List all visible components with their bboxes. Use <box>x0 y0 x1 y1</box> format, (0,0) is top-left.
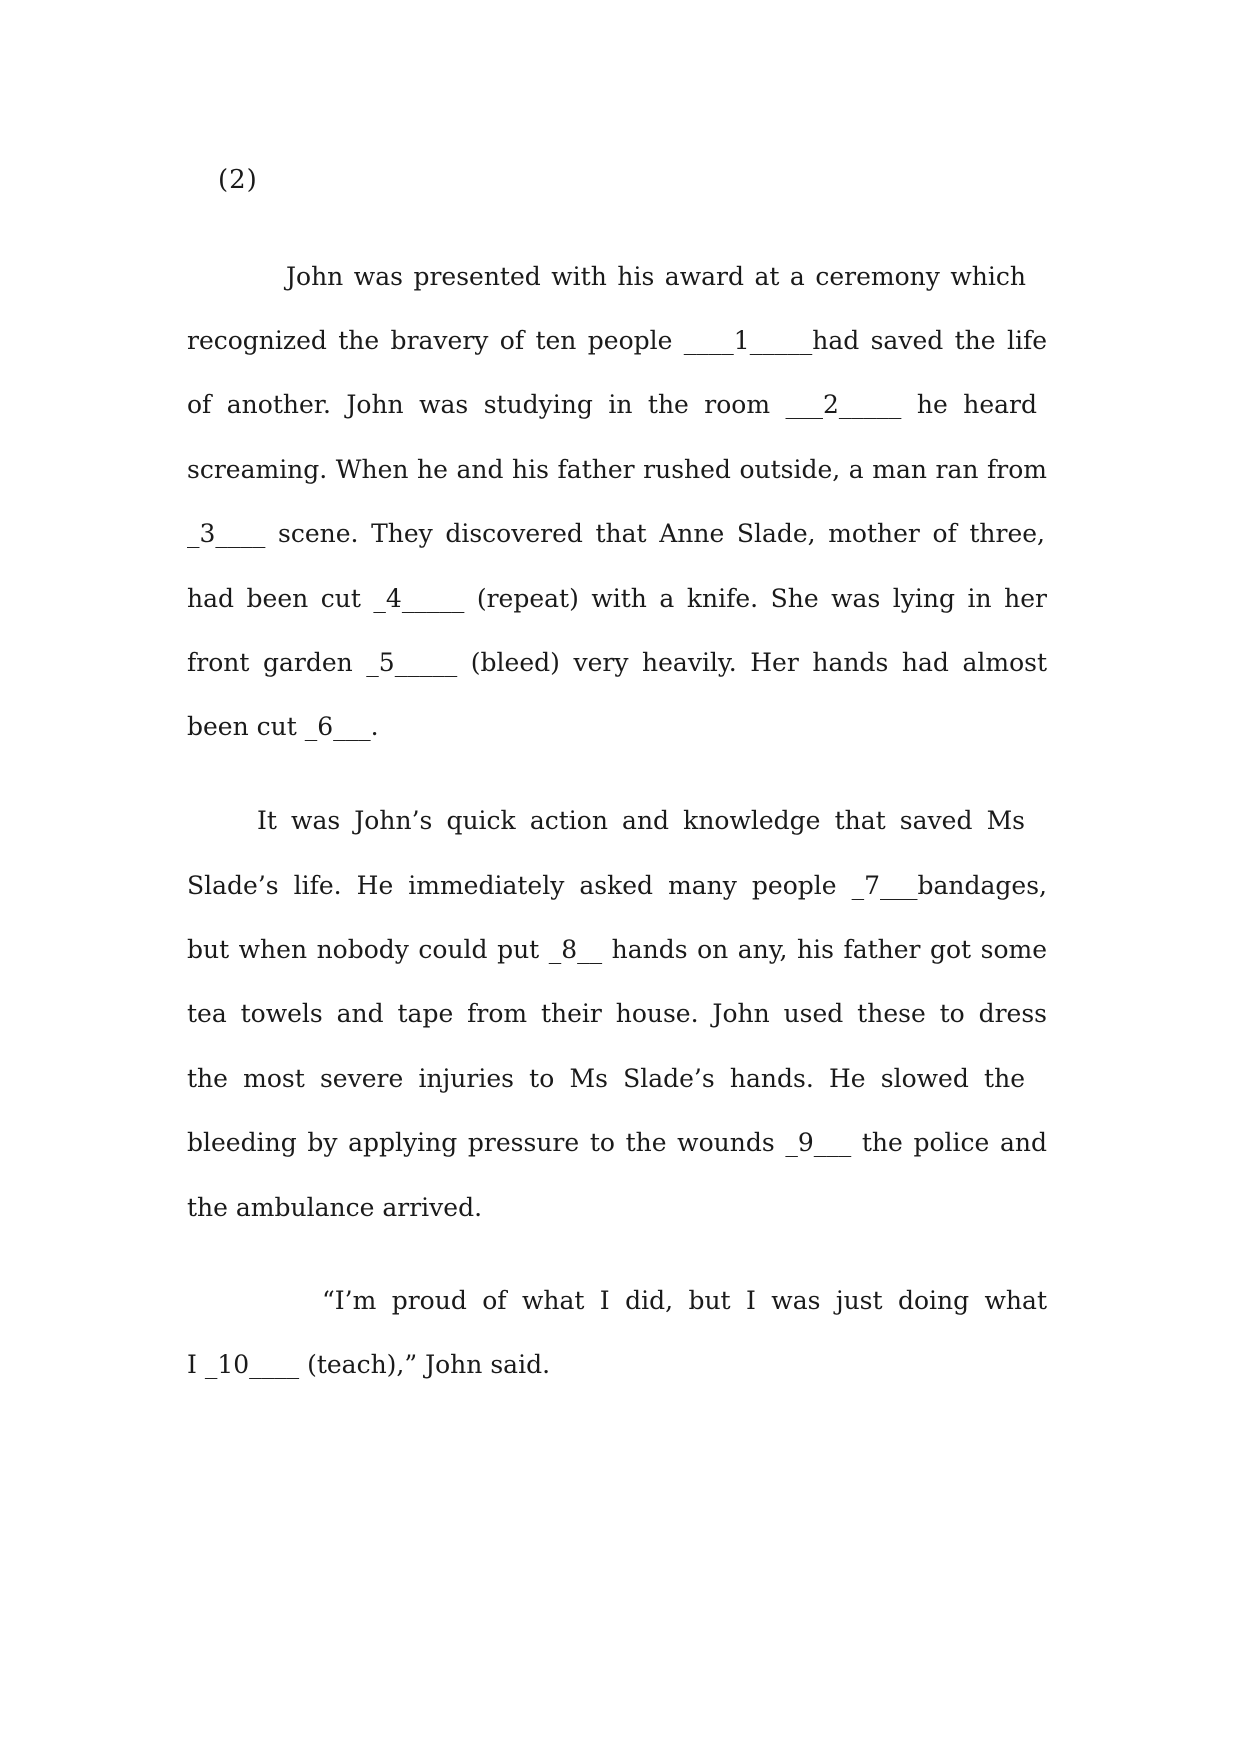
paragraph-1-line-2: recognized the bravery of ten people ____1_____had saved the life <box>187 326 1047 355</box>
paragraph-1-line-5: _3____ scene. They discovered that Anne Slade, mother of three, <box>187 519 1045 548</box>
paragraph-2-line-1: It was John’s quick action and knowledge that saved Ms <box>257 806 1025 835</box>
paragraph-3-line-2: I _10____ (teach),” John said. <box>187 1350 551 1379</box>
paragraph-1-line-3: of another. John was studying in the room ___2_____ he heard <box>187 390 1037 419</box>
section-number: (2) <box>218 165 258 195</box>
paragraph-2-line-3: but when nobody could put _8__ hands on any, his father got some <box>187 935 1047 964</box>
paragraph-1-line-6: had been cut _4_____ (repeat) with a knife. She was lying in her <box>187 584 1047 613</box>
paragraph-1-line-1: John was presented with his award at a ceremony which <box>286 262 1026 291</box>
paragraph-1-line-8: been cut _6___. <box>187 712 379 741</box>
paragraph-2-line-6: bleeding by applying pressure to the wounds _9___ the police and <box>187 1128 1047 1157</box>
paragraph-2-line-2: Slade’s life. He immediately asked many people _7___bandages, <box>187 871 1047 900</box>
paragraph-2-line-5: the most severe injuries to Ms Slade’s hands. He slowed the <box>187 1064 1025 1093</box>
paragraph-3-line-1: “I’m proud of what I did, but I was just doing what <box>322 1286 1047 1315</box>
paragraph-1-line-4: screaming. When he and his father rushed outside, a man ran from <box>187 455 1047 484</box>
paragraph-2-line-4: tea towels and tape from their house. John used these to dress <box>187 999 1047 1028</box>
paragraph-1-line-7: front garden _5_____ (bleed) very heavily. Her hands had almost <box>187 648 1047 677</box>
paragraph-2-line-7: the ambulance arrived. <box>187 1193 483 1222</box>
